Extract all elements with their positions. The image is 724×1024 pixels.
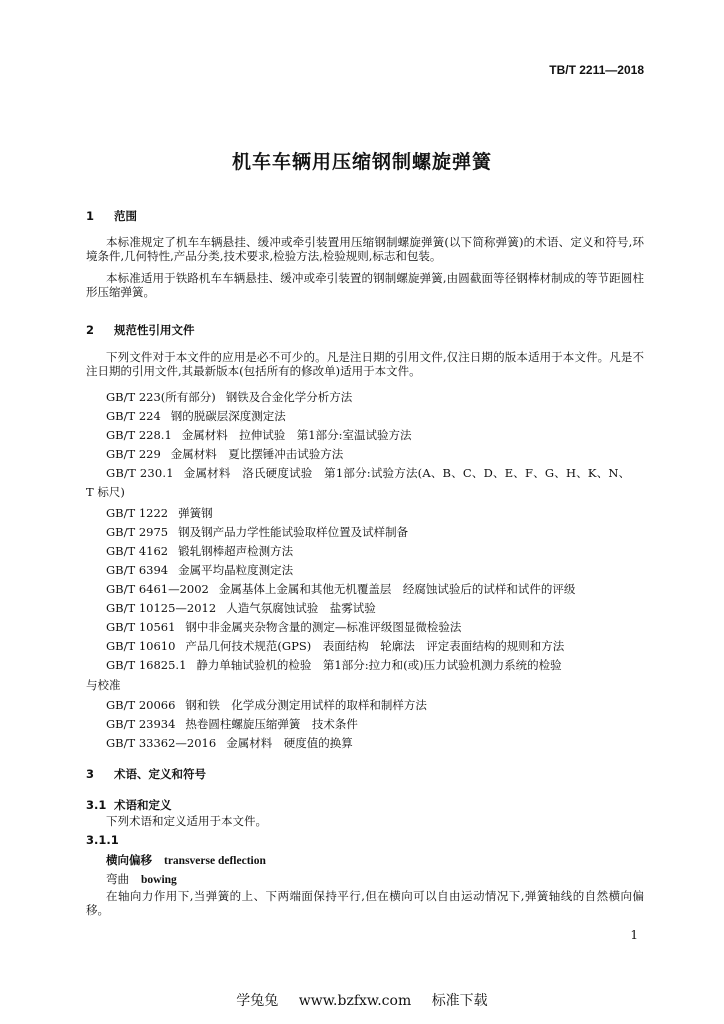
reference-item: GB/T 6461—2002 金属基体上金属和其他无机覆盖层 经腐蚀试验后的试样和试件的评级 — [106, 582, 576, 596]
reference-item: GB/T 230.1 金属材料 洛氏硬度试验 第1部分:试验方法(A、B、C、D、E、F、G、H、K、N、 — [106, 466, 631, 480]
reference-item: GB/T 228.1 金属材料 拉伸试验 第1部分:室温试验方法 — [106, 428, 412, 442]
footer-tagline: 标准下载 — [431, 993, 488, 1009]
reference-item: GB/T 1222 弹簧钢 — [106, 506, 213, 520]
reference-item: GB/T 4162 锻轧钢棒超声检测方法 — [106, 544, 294, 558]
paragraph: 下列术语和定义适用于本文件。 — [106, 814, 267, 828]
reference-item: GB/T 223(所有部分) 钢铁及合金化学分析方法 — [106, 390, 353, 404]
reference-item: GB/T 229 金属材料 夏比摆锤冲击试验方法 — [106, 447, 344, 461]
subsection-heading: 3.1 术语和定义 — [86, 798, 172, 812]
section-title: 术语、定义和符号 — [114, 767, 206, 781]
reference-item: GB/T 10561 钢中非金属夹杂物含量的测定—标准评级图显微检验法 — [106, 620, 462, 634]
reference-item-continuation: 与校准 — [86, 678, 121, 692]
reference-item: GB/T 10125—2012 人造气氛腐蚀试验 盐雾试验 — [106, 601, 376, 615]
section-title: 范围 — [114, 209, 137, 223]
reference-item: GB/T 20066 钢和铁 化学成分测定用试样的取样和制样方法 — [106, 698, 427, 712]
footer-url[interactable]: www.bzfxw.com — [298, 993, 412, 1009]
section-title: 规范性引用文件 — [114, 323, 195, 337]
reference-item: GB/T 10610 产品几何技术规范(GPS) 表面结构 轮廓法 评定表面结构的规则和方法 — [106, 639, 565, 653]
reference-item: GB/T 23934 热卷圆柱螺旋压缩弹簧 技术条件 — [106, 717, 358, 731]
reference-item: GB/T 2975 钢及钢产品力学性能试验取样位置及试样制备 — [106, 525, 409, 539]
reference-item: GB/T 33362—2016 金属材料 硬度值的换算 — [106, 736, 353, 750]
paragraph: 本标准规定了机车车辆悬挂、缓冲或牵引装置用压缩钢制螺旋弹簧(以下简称弹簧)的术语、定义和符号,环境条件,几何特性,产品分类,技术要求,检验方法,检验规则,标志和包装。 — [86, 235, 644, 263]
document-title: 机车车辆用压缩钢制螺旋弹簧 — [231, 151, 492, 173]
paragraph: 下列文件对于本文件的应用是必不可少的。凡是注日期的引用文件,仅注日期的版本适用于本文件。凡是不注日期的引用文件,其最新版本(包括所有的修改单)适用于本文件。 — [86, 350, 644, 378]
footer-site-name: 学兔兔 — [236, 993, 279, 1009]
reference-item: GB/T 6394 金属平均晶粒度测定法 — [106, 563, 294, 577]
section-heading-3: 3 术语、定义和符号 — [86, 767, 206, 781]
paragraph: 本标准适用于铁路机车车辆悬挂、缓冲或牵引装置的钢制螺旋弹簧,由圆截面等径钢棒材制成的等节距圆柱形压缩弹簧。 — [86, 271, 644, 299]
reference-item: GB/T 16825.1 静力单轴试验机的检验 第1部分:拉力和(或)压力试验机测力系统的检验 — [106, 658, 562, 672]
term-entry: 横向偏移 transverse deflection — [106, 853, 266, 867]
reference-item-continuation: T 标尺) — [86, 485, 125, 499]
subsection-title: 术语和定义 — [114, 798, 172, 812]
page-number: 1 — [630, 928, 638, 942]
site-footer — [0, 990, 724, 1010]
section-heading-1: 1 范围 — [86, 209, 137, 223]
term-number: 3.1.1 — [86, 833, 119, 847]
term-definition: 在轴向力作用下,当弹簧的上、下两端面保持平行,但在横向可以自由运动情况下,弹簧轴线的自然横向偏移。 — [86, 889, 644, 917]
standard-code: TB/T 2211—2018 — [549, 63, 644, 77]
section-heading-2: 2 规范性引用文件 — [86, 323, 195, 337]
term-synonym: 弯曲 bowing — [106, 872, 177, 886]
reference-item: GB/T 224 钢的脱碳层深度测定法 — [106, 409, 286, 423]
